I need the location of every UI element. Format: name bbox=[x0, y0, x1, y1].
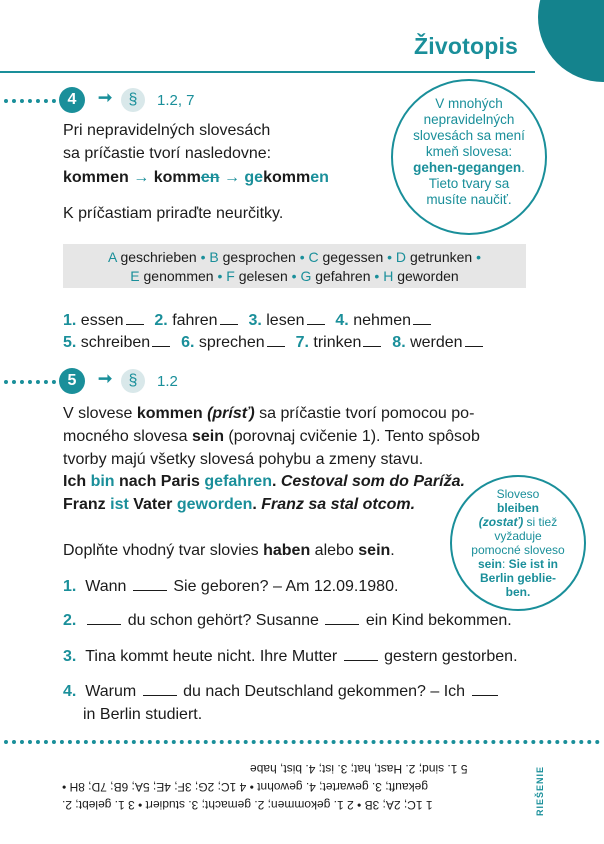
answer-blank[interactable] bbox=[87, 624, 121, 625]
solutions-line2: gekauft; 3. gewartet; 4. gewohnt • 4 1C; 2G; 3F; 4E; 5A; 6B; 7D; 8H • bbox=[62, 780, 428, 794]
solutions-label: RIEŠENIE bbox=[535, 766, 545, 817]
exercise-5-number: 5 bbox=[59, 368, 85, 394]
arrow-icon: ➞ bbox=[98, 88, 113, 107]
paragraph-icon: § bbox=[121, 369, 145, 393]
ex5-text-line3: tvorby majú všetky slovesá pohybu a zmeny stavu. bbox=[63, 451, 424, 468]
answer-blank[interactable] bbox=[220, 324, 238, 325]
answer-blank[interactable] bbox=[133, 590, 167, 591]
solutions-line3: 5 1. sind; 2. Hast, hat; 3. ist; 4. bist, habe bbox=[250, 762, 468, 776]
tip-bubble-bleiben: Sloveso bleiben (zostať) si tiež vyžaduje pomocné sloveso sein: Sie ist in Berlin geblie- ben. bbox=[450, 475, 586, 611]
arrow-icon: → bbox=[133, 169, 154, 186]
answer-blank[interactable] bbox=[152, 346, 170, 347]
ex5-item-2: 2. du schon gehört? Susanne ein Kind bekommen. bbox=[63, 612, 512, 629]
ex5-item-4: 4. Warum du nach Deutschland gekommen? – Ich bbox=[63, 681, 500, 703]
exercise-4-number: 4 bbox=[59, 87, 85, 113]
answer-blank[interactable] bbox=[472, 695, 498, 696]
answer-blank[interactable] bbox=[143, 695, 177, 696]
answer-blank[interactable] bbox=[126, 324, 144, 325]
corner-decoration bbox=[538, 0, 604, 82]
ex4-intro-line1: Pri nepravidelných slovesách bbox=[63, 122, 271, 139]
ex5-text-line1: V slovese kommen (prísť) sa príčastie tvorí pomocou po- bbox=[63, 405, 475, 422]
participle-formula: kommen → kommen → gekommen bbox=[63, 169, 329, 186]
exercise-4-dotted-line bbox=[4, 99, 56, 103]
answer-blank[interactable] bbox=[465, 346, 483, 347]
options-box: A geschrieben • B gesprochen • C gegessen • D getrunken • E genommen • F gelesen • G gefahren • H geworden bbox=[63, 244, 526, 288]
ex5-item-1: 1. Wann Sie geboren? – Am 12.09.1980. bbox=[63, 578, 399, 595]
ex5-item-4-cont: in Berlin studiert. bbox=[83, 706, 203, 723]
ex5-example1: Ich bin nach Paris gefahren. Cestoval som do Paríža. bbox=[63, 473, 465, 490]
ex4-intro-line2: sa príčastie tvorí nasledovne: bbox=[63, 145, 272, 162]
ex4-task: K príčastiam priraďte neurčitky. bbox=[63, 205, 284, 222]
ex4-items-row1: 1. essen 2. fahren 3. lesen 4. nehmen bbox=[63, 310, 433, 332]
solutions-label-box bbox=[534, 752, 552, 832]
grammar-reference: 1.2, 7 bbox=[157, 92, 195, 109]
arrow-icon: → bbox=[223, 169, 245, 186]
header-divider bbox=[0, 71, 535, 73]
paragraph-icon: § bbox=[121, 88, 145, 112]
solutions-dotted-line bbox=[4, 740, 600, 744]
ex5-task: Doplňte vhodný tvar slovies haben alebo sein. bbox=[63, 542, 395, 559]
ex5-example2: Franz ist Vater geworden. Franz sa stal otcom. bbox=[63, 496, 416, 513]
answer-blank[interactable] bbox=[413, 324, 431, 325]
page-title: Životopis bbox=[414, 33, 519, 59]
arrow-icon: ➞ bbox=[98, 369, 113, 388]
answer-blank[interactable] bbox=[267, 346, 285, 347]
ex4-items-row2: 5. schreiben 6. sprechen 7. trinken 8. werden bbox=[63, 332, 485, 354]
ex5-text-line2: mocného slovesa sein (porovnaj cvičenie 1). Tento spôsob bbox=[63, 428, 480, 445]
answer-blank[interactable] bbox=[363, 346, 381, 347]
answer-blank[interactable] bbox=[344, 660, 378, 661]
solutions-line1: 1 1C; 2A; 3B • 2 1. gekommen; 2. gemacht; 3. studiert • 3 1. gelebt; 2. bbox=[62, 798, 433, 812]
grammar-reference: 1.2 bbox=[157, 373, 178, 390]
answer-blank[interactable] bbox=[325, 624, 359, 625]
answer-blank[interactable] bbox=[307, 324, 325, 325]
tip-bubble-stem-change: V mnohých nepravidelných slovesách sa mení kmeň slovesa: gehen-gegangen. Tieto tvary sa musíte naučiť. bbox=[391, 79, 547, 235]
ex5-item-3: 3. Tina kommt heute nicht. Ihre Mutter gestern gestorben. bbox=[63, 648, 518, 665]
exercise-5-dotted-line bbox=[4, 380, 56, 384]
